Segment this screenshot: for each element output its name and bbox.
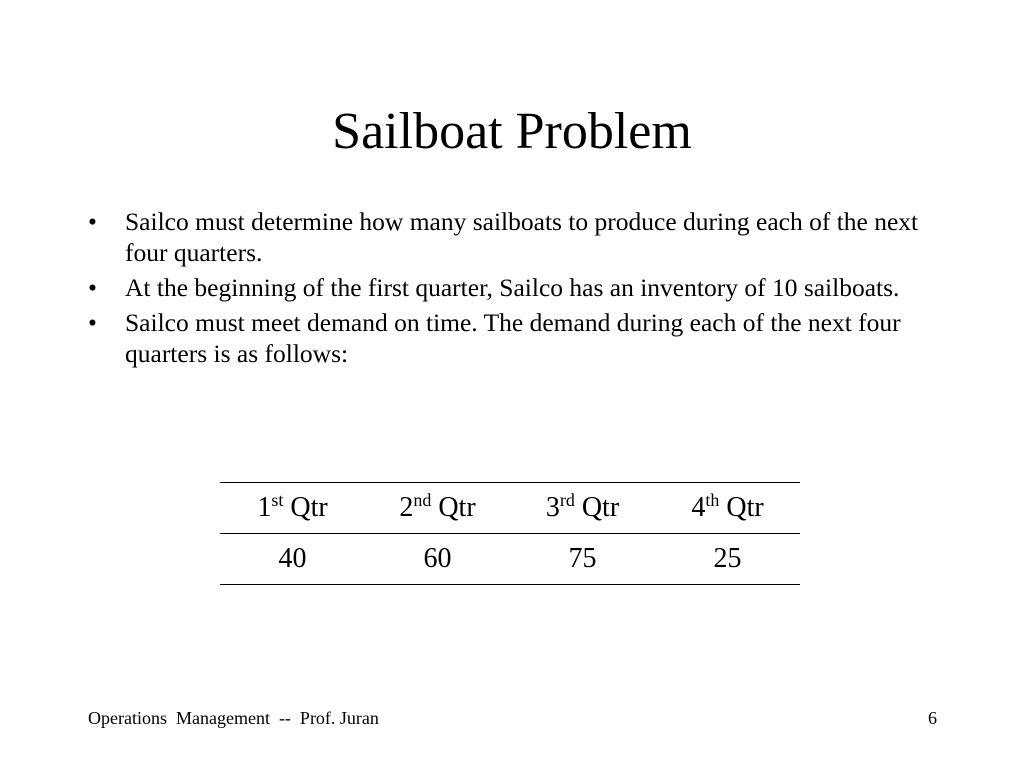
table-header-row (220, 483, 800, 534)
header-q4: 4th Qtr (691, 490, 764, 523)
bullet-text: Sailco must meet demand on time. The demand during each of the next four quarters is as follows: (125, 308, 901, 368)
header-q1: 1st Qtr (257, 490, 328, 523)
demand-q1: 40 (278, 543, 307, 574)
bullet-icon: • (88, 207, 97, 236)
footer-text: Operations Management -- Prof. Juran (88, 708, 379, 728)
header-q2: 2nd Qtr (399, 490, 476, 523)
bullet-icon: • (88, 308, 97, 337)
slide-title: Sailboat Problem (332, 103, 692, 160)
bullet-item (88, 206, 938, 268)
demand-q4: 25 (713, 543, 742, 574)
table-row (220, 534, 800, 585)
demand-table (220, 482, 800, 585)
bullet-text: At the beginning of the first quarter, Sailco has an inventory of 10 sailboats. (125, 273, 900, 302)
header-q3: 3rd Qtr (545, 490, 620, 523)
page-number: 6 (928, 708, 937, 728)
bullet-text: Sailco must determine how many sailboats to produce during each of the next four quarters. (125, 207, 919, 267)
bullet-item (88, 272, 938, 303)
demand-q3: 75 (568, 543, 597, 574)
bullet-icon: • (88, 273, 97, 302)
bullet-list (88, 206, 938, 373)
demand-q2: 60 (423, 543, 452, 574)
bullet-item (88, 307, 938, 369)
